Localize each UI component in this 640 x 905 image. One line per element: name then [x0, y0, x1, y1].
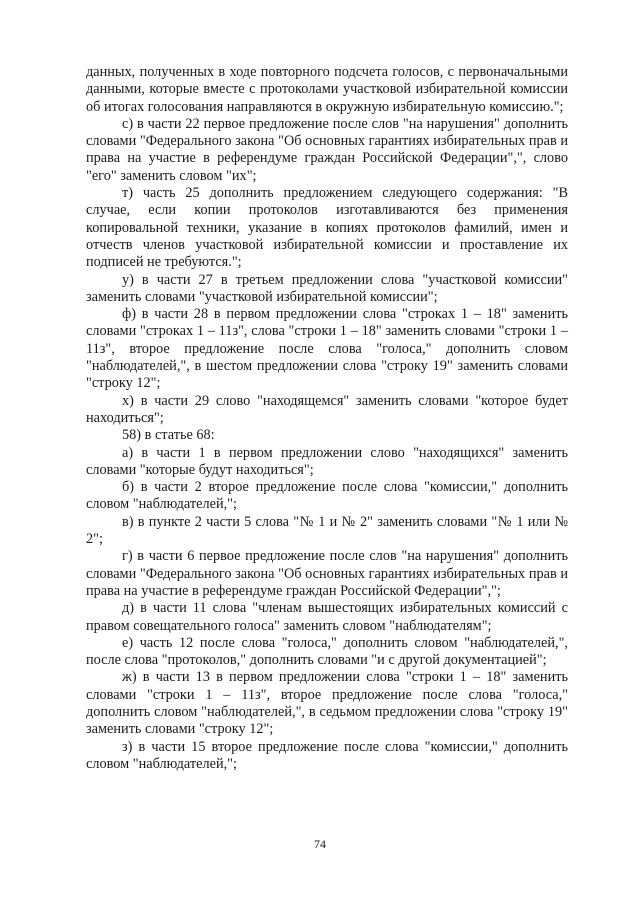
paragraph-continuation: данных, полученных в ходе повторного подсчета голосов, с первоначальными данными, которые вместе с протоколами участковой избирательной комиссии об итогах голосования направляются в окружную избирательную комиссию."; [86, 64, 568, 115]
paragraph-a: а) в части 1 в первом предложении слово "находящихся" заменить словами "которые будут находиться"; [86, 444, 568, 478]
paragraph-t: т) часть 25 дополнить предложением следующего содержания: "В случае, если копии протоколов изготавливаются без применения копировальной техники, указание в копиях протоколов фамилий, имен и отчеств членов участковой избирательной комиссии и проставление их подписей не требуются."; [86, 185, 568, 271]
paragraph-g: г) в части 6 первое предложение после слов "на нарушения" дополнить словами "Федерального закона "Об основных гарантиях избирательных прав и права на участие в референдуме граждан Российской Федерации","; [86, 548, 568, 599]
paragraph-z: з) в части 15 второе предложение после слова "комиссии," дополнить словом "наблюдателей,"; [86, 738, 568, 772]
paragraph-e: е) часть 12 после слова "голоса," дополнить словом "наблюдателей,", после слова "протоколов," дополнить словами "и с другой документацией"; [86, 634, 568, 669]
paragraph-d: д) в части 11 слова "членам вышестоящих избирательных комиссий с правом совещательного голоса" заменить словом "наблюдателям"; [86, 600, 568, 634]
paragraph-b: б) в части 2 второе предложение после слова "комиссии," дополнить словом "наблюдателей,"; [86, 479, 568, 513]
document-body [86, 64, 568, 773]
paragraph-u: у) в части 27 в третьем предложении слова "участковой комиссии" заменить словами "участковой избирательной комиссии"; [86, 271, 568, 305]
paragraph-f: ф) в части 28 в первом предложении слова "строках 1 – 18" заменить словами "строках 1 – 11з", слова "строки 1 – 18" заменить словами "строки 1 – 11з", второе предложение после слова "голоса," дополнить словом "наблюдателей,", в шестом предложении слова "строку 19" заменить словами "строку 12"; [86, 306, 568, 392]
paragraph-kh: х) в части 29 слово "находящемся" заменить словами "которое будет находиться"; [86, 392, 568, 426]
page-number: 74 [314, 837, 326, 851]
paragraph-s: с) в части 22 первое предложение после слов "на нарушения" дополнить словами "Федерального закона "Об основных гарантиях избирательных прав и права на участие в референдуме граждан Российской Федерации",", слово "его" заменить словом "их"; [86, 115, 568, 184]
paragraph-v: в) в пункте 2 части 5 слова "№ 1 и № 2" заменить словами "№ 1 или № 2"; [86, 513, 568, 548]
paragraph-item-58: 58) в статье 68: [122, 427, 215, 444]
paragraph-zh: ж) в части 13 в первом предложении слова "строки 1 – 18" заменить словами "строки 1 – 11з", второе предложение после слова "голоса," дополнить словом "наблюдателей,", в седьмом предложении слова "строку 19" заменить словами "строку 12"; [86, 669, 568, 738]
